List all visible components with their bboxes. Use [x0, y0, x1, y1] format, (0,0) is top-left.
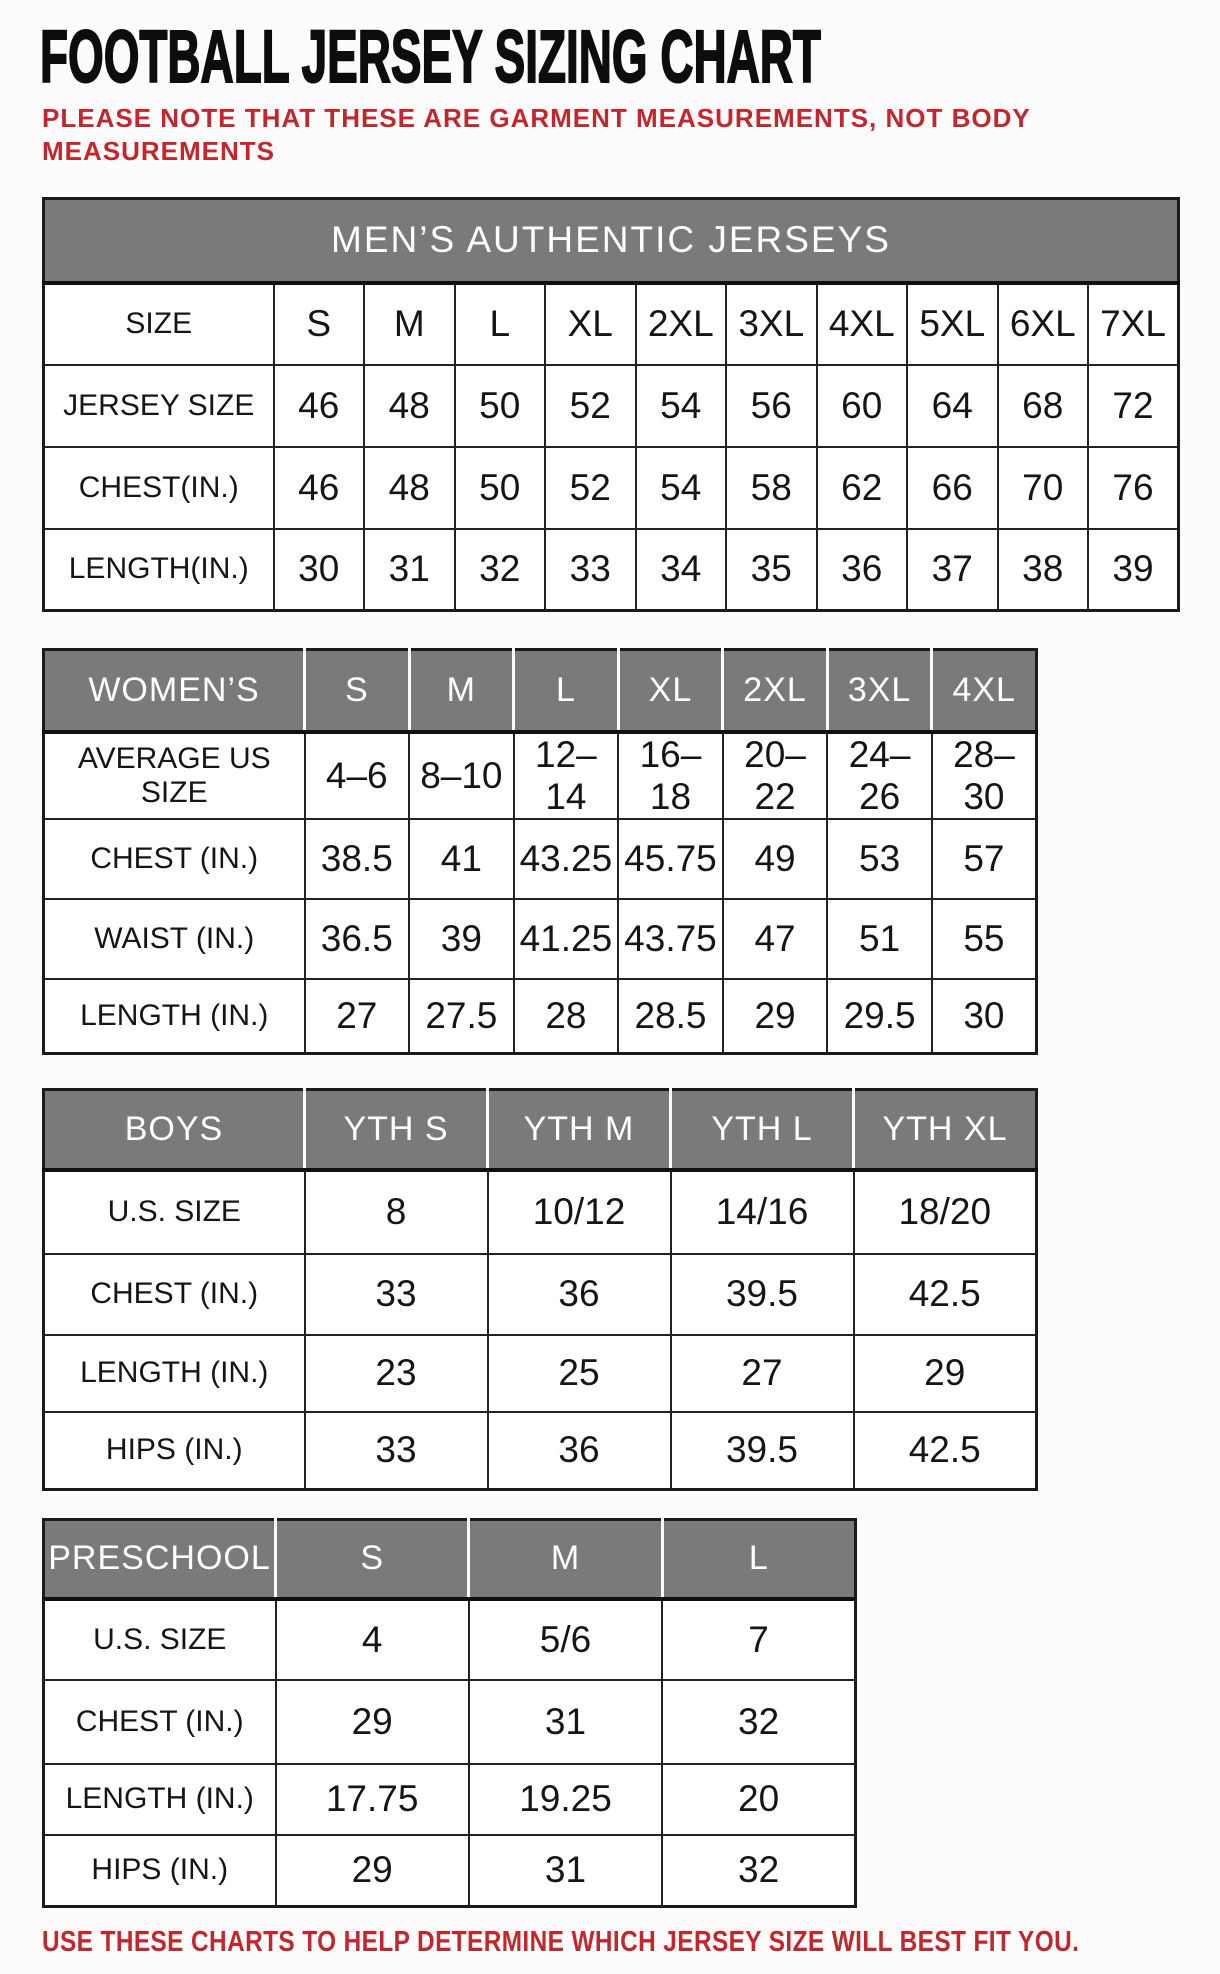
size-value-cell: 7XL [1088, 283, 1179, 365]
size-value-cell: 29 [854, 1335, 1037, 1412]
size-value-cell: 47 [723, 899, 828, 979]
size-value-cell: 31 [469, 1680, 662, 1764]
row-label: CHEST (IN.) [44, 819, 305, 899]
table-row [44, 447, 1179, 529]
size-value-cell: 62 [817, 447, 908, 529]
column-header: XL [618, 650, 723, 732]
size-value-cell: 5XL [907, 283, 998, 365]
row-label: AVERAGE US SIZE [44, 732, 305, 819]
row-label: JERSEY SIZE [44, 365, 274, 447]
size-value-cell: 4XL [817, 283, 908, 365]
size-value-cell: 7 [662, 1599, 855, 1680]
size-value-cell: 49 [723, 819, 828, 899]
table-row [44, 529, 1179, 611]
table-row [44, 732, 1037, 819]
table-row [44, 1170, 1037, 1254]
size-value-cell: 31 [364, 529, 455, 611]
size-value-cell: 8–10 [409, 732, 514, 819]
size-value-cell: 28.5 [618, 979, 723, 1054]
row-label: SIZE [44, 283, 274, 365]
size-value-cell: 5/6 [469, 1599, 662, 1680]
size-value-cell: 64 [907, 365, 998, 447]
boys-size-grid [42, 1088, 1038, 1491]
size-value-cell: 33 [305, 1254, 488, 1335]
size-value-cell: 29.5 [827, 979, 932, 1054]
row-label: LENGTH(IN.) [44, 529, 274, 611]
row-label: LENGTH (IN.) [44, 1764, 276, 1835]
table-row [44, 1335, 1037, 1412]
womens-table [42, 648, 1038, 1055]
column-header: M [469, 1520, 662, 1599]
size-value-cell: 68 [998, 365, 1089, 447]
size-value-cell: 30 [274, 529, 365, 611]
column-header: YTH S [305, 1090, 488, 1170]
table-row [44, 819, 1037, 899]
size-value-cell: 31 [469, 1835, 662, 1907]
size-value-cell: 43.25 [514, 819, 619, 899]
table-row [44, 1254, 1037, 1335]
column-header: YTH XL [854, 1090, 1037, 1170]
size-value-cell: 72 [1088, 365, 1179, 447]
size-value-cell: 45.75 [618, 819, 723, 899]
row-label: CHEST (IN.) [44, 1680, 276, 1764]
size-value-cell: 34 [636, 529, 727, 611]
size-value-cell: 20 [662, 1764, 855, 1835]
row-label: U.S. SIZE [44, 1170, 305, 1254]
size-value-cell: 48 [364, 447, 455, 529]
size-value-cell: 35 [726, 529, 817, 611]
size-value-cell: 29 [723, 979, 828, 1054]
womens-size-grid [42, 648, 1038, 1055]
size-value-cell: 58 [726, 447, 817, 529]
table-row [44, 1599, 856, 1680]
table-row [44, 365, 1179, 447]
size-value-cell: 6XL [998, 283, 1089, 365]
size-value-cell: 36 [817, 529, 908, 611]
table-title-cell: PRESCHOOL [44, 1520, 276, 1599]
size-value-cell: S [274, 283, 365, 365]
size-value-cell: 20–22 [723, 732, 828, 819]
size-value-cell: 56 [726, 365, 817, 447]
size-value-cell: XL [545, 283, 636, 365]
table-row [44, 899, 1037, 979]
size-value-cell: 76 [1088, 447, 1179, 529]
size-value-cell: 29 [276, 1835, 469, 1907]
size-value-cell: 39.5 [671, 1412, 854, 1490]
size-value-cell: 30 [932, 979, 1037, 1054]
size-value-cell: 39.5 [671, 1254, 854, 1335]
size-value-cell: 50 [455, 447, 546, 529]
size-value-cell: 24–26 [827, 732, 932, 819]
size-value-cell: 14/16 [671, 1170, 854, 1254]
size-value-cell: 12–14 [514, 732, 619, 819]
size-value-cell: 4–6 [305, 732, 410, 819]
size-value-cell: 50 [455, 365, 546, 447]
size-value-cell: 51 [827, 899, 932, 979]
size-value-cell: 16–18 [618, 732, 723, 819]
column-header: 3XL [827, 650, 932, 732]
size-value-cell: 42.5 [854, 1412, 1037, 1490]
size-value-cell: 27 [671, 1335, 854, 1412]
size-value-cell: 41 [409, 819, 514, 899]
row-label: HIPS (IN.) [44, 1835, 276, 1907]
table-row [44, 1412, 1037, 1490]
column-header: S [276, 1520, 469, 1599]
table-row [44, 1764, 856, 1835]
column-header: S [305, 650, 410, 732]
column-header: YTH M [488, 1090, 671, 1170]
size-value-cell: 60 [817, 365, 908, 447]
size-value-cell: 10/12 [488, 1170, 671, 1254]
size-value-cell: 36 [488, 1254, 671, 1335]
table-row [44, 1680, 856, 1764]
size-value-cell: 38.5 [305, 819, 410, 899]
preschool-size-grid [42, 1518, 857, 1908]
size-value-cell: 36.5 [305, 899, 410, 979]
size-value-cell: 32 [662, 1680, 855, 1764]
size-value-cell: 46 [274, 447, 365, 529]
column-header: L [514, 650, 619, 732]
size-value-cell: 29 [276, 1680, 469, 1764]
size-value-cell: 39 [1088, 529, 1179, 611]
size-value-cell: 28 [514, 979, 619, 1054]
column-header: 4XL [932, 650, 1037, 732]
row-label: CHEST (IN.) [44, 1254, 305, 1335]
size-value-cell: 53 [827, 819, 932, 899]
row-label: WAIST (IN.) [44, 899, 305, 979]
size-value-cell: 33 [305, 1412, 488, 1490]
footer-note: USE THESE CHARTS TO HELP DETERMINE WHICH JERSEY SIZE WILL BEST FIT YOU. [42, 1926, 1080, 1958]
size-value-cell: 46 [274, 365, 365, 447]
size-value-cell: 8 [305, 1170, 488, 1254]
row-label: CHEST(IN.) [44, 447, 274, 529]
size-value-cell: 23 [305, 1335, 488, 1412]
row-label: HIPS (IN.) [44, 1412, 305, 1490]
column-header: L [662, 1520, 855, 1599]
size-value-cell: 54 [636, 365, 727, 447]
size-value-cell: 43.75 [618, 899, 723, 979]
size-value-cell: 32 [455, 529, 546, 611]
size-value-cell: 42.5 [854, 1254, 1037, 1335]
boys-table [42, 1088, 1038, 1491]
size-value-cell: 19.25 [469, 1764, 662, 1835]
table-row [44, 283, 1179, 365]
column-header: YTH L [671, 1090, 854, 1170]
row-label: LENGTH (IN.) [44, 979, 305, 1054]
size-value-cell: 54 [636, 447, 727, 529]
table-row [44, 1835, 856, 1907]
size-value-cell: 38 [998, 529, 1089, 611]
size-value-cell: 52 [545, 447, 636, 529]
size-value-cell: 3XL [726, 283, 817, 365]
size-value-cell: 57 [932, 819, 1037, 899]
size-value-cell: 48 [364, 365, 455, 447]
size-value-cell: 52 [545, 365, 636, 447]
mens-size-grid [42, 197, 1180, 612]
size-value-cell: 37 [907, 529, 998, 611]
size-value-cell: 2XL [636, 283, 727, 365]
size-value-cell: 25 [488, 1335, 671, 1412]
size-value-cell: 33 [545, 529, 636, 611]
size-value-cell: 55 [932, 899, 1037, 979]
size-value-cell: 27 [305, 979, 410, 1054]
garment-measurements-note: PLEASE NOTE THAT THESE ARE GARMENT MEASUREMENTS, NOT BODY MEASUREMENTS [42, 103, 1031, 166]
table-banner: MEN’S AUTHENTIC JERSEYS [44, 199, 1179, 283]
size-value-cell: 27.5 [409, 979, 514, 1054]
table-row [44, 979, 1037, 1054]
column-header: M [409, 650, 514, 732]
size-value-cell: 66 [907, 447, 998, 529]
size-value-cell: 32 [662, 1835, 855, 1907]
row-label: U.S. SIZE [44, 1599, 276, 1680]
size-value-cell: 17.75 [276, 1764, 469, 1835]
size-value-cell: L [455, 283, 546, 365]
preschool-table [42, 1518, 857, 1908]
table-title-cell: BOYS [44, 1090, 305, 1170]
table-title-cell: WOMEN’S [44, 650, 305, 732]
row-label: LENGTH (IN.) [44, 1335, 305, 1412]
size-value-cell: 18/20 [854, 1170, 1037, 1254]
page-title: FOOTBALL JERSEY SIZING CHART [40, 15, 821, 98]
size-value-cell: M [364, 283, 455, 365]
size-value-cell: 36 [488, 1412, 671, 1490]
size-value-cell: 28–30 [932, 732, 1037, 819]
size-value-cell: 41.25 [514, 899, 619, 979]
size-value-cell: 4 [276, 1599, 469, 1680]
size-value-cell: 70 [998, 447, 1089, 529]
size-value-cell: 39 [409, 899, 514, 979]
mens-authentic-table [42, 197, 1180, 612]
column-header: 2XL [723, 650, 828, 732]
